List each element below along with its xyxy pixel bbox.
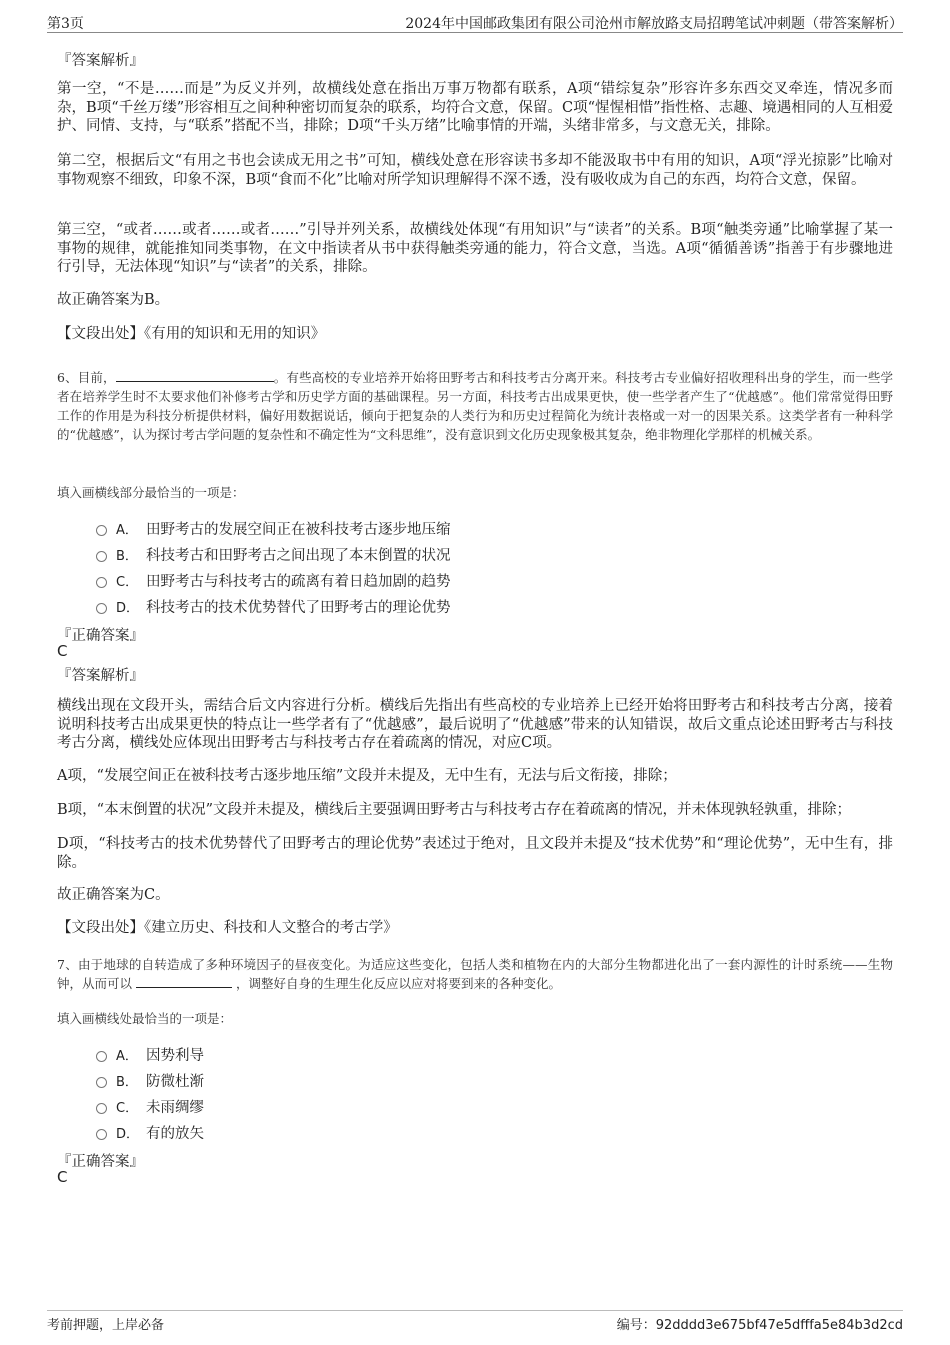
q6-analysis-p1: 横线出现在文段开头，需结合后文内容进行分析。横线后先指出有些高校的专业培养上已经开始将田野考古和科技考古分离，接着说明科技考古出成果更快的特点让一些学者有了“优越感”，最后说明了“优越感”带来的认知错误，故后文重点论述田野考古与科技考古分离，横线处应体现出田野考古与科技考古存在着疏离的情况，对应C项。 [57, 698, 893, 751]
q7-blank [136, 975, 232, 988]
q6-analysis-p2: A项，“发展空间正在被科技考古逐步地压缩”文段并未提及，无中生有，无法与后文衔接，排除； [57, 768, 677, 784]
document-title: 2024年中国邮政集团有限公司沧州市解放路支局招聘笔试冲刺题（带答案解析） [405, 16, 903, 32]
document-code: 编号：92dddd3e675bf47e5dfffa5e84b3d2cd [616, 1318, 903, 1333]
header-divider [47, 32, 903, 33]
q6-option-c[interactable]: C． 田野考古与科技考古的疏离有着日趋加剧的趋势 [96, 570, 451, 591]
radio-icon[interactable] [96, 1129, 107, 1140]
q6-source: 【文段出处】《建立历史、科技和人文整合的考古学》 [57, 920, 398, 936]
radio-icon[interactable] [96, 603, 107, 614]
q6-conclusion: 故正确答案为C。 [57, 887, 170, 903]
q7-prompt: 填入画横线处最恰当的一项是： [57, 1011, 233, 1026]
q5-conclusion: 故正确答案为B。 [57, 292, 170, 308]
q6-option-b[interactable]: B． 科技考古和田野考古之间出现了本末倒置的状况 [96, 544, 451, 565]
q6-analysis-p3: B项，“本末倒置的状况”文段并未提及，横线后主要强调田野考古与科技考古存在着疏离的情况，并未体现孰轻孰重，排除； [57, 802, 851, 818]
radio-icon[interactable] [96, 1077, 107, 1088]
q6-analysis-label: 『答案解析』 [57, 668, 144, 684]
q7-correct-label: 『正确答案』 [57, 1154, 144, 1170]
q7-correct-answer: C [57, 1168, 68, 1186]
q6-prompt: 填入画横线部分最恰当的一项是： [57, 485, 245, 500]
q7-option-b[interactable]: B． 防微杜渐 [96, 1070, 204, 1091]
q7-stem [57, 955, 893, 993]
q6-blank [116, 369, 274, 382]
radio-icon[interactable] [96, 1051, 107, 1062]
radio-icon[interactable] [96, 551, 107, 562]
footer-slogan: 考前押题，上岸必备 [47, 1318, 165, 1333]
q6-stem-prefix: 6、目前， [57, 370, 116, 385]
footer-divider [47, 1310, 903, 1311]
q7-stem-suffix: ，调整好自身的生理生化反应以应对将要到来的各种变化。 [236, 976, 562, 991]
q5-source: 【文段出处】《有用的知识和无用的知识》 [57, 326, 326, 342]
q7-option-d[interactable]: D． 有的放矢 [96, 1122, 204, 1143]
q7-option-c[interactable]: C． 未雨绸缪 [96, 1096, 204, 1117]
q5-analysis-p3: 第三空，“或者……或者……或者……”引导并列关系，故横线处体现“有用知识”与“读者”的关系。B项“触类旁通”比喻掌握了某一事物的规律，就能推知同类事物，在文中指读者从书中获得触类旁通的能力，符合文意，当选。A项“循循善诱”指善于有步骤地进行引导，无法体现“知识”与“读者”的关系，排除。 [57, 222, 893, 275]
radio-icon[interactable] [96, 577, 107, 588]
q6-correct-label: 『正确答案』 [57, 628, 144, 644]
q5-analysis-label: 『答案解析』 [57, 53, 144, 69]
page-number: 第3页 [47, 16, 84, 32]
q7-option-a[interactable]: A． 因势利导 [96, 1044, 204, 1065]
q5-analysis-p2: 第二空，根据后文“有用之书也会读成无用之书”可知，横线处意在形容读书多却不能汲取书中有用的知识，A项“浮光掠影”比喻对事物观察不细致，印象不深，B项“食而不化”比喻对所学知识理解得不深不透，没有吸收成为自己的东西，均符合文意，保留。 [57, 153, 893, 188]
q6-analysis-p4: D项，“科技考古的技术优势替代了田野考古的理论优势”表述过于绝对，且文段并未提及“技术优势”和“理论优势”，无中生有，排除。 [57, 836, 893, 871]
q6-stem-text: 。有些高校的专业培养开始将田野考古和科技考古分离开来。科技考古专业偏好招收理科出身的学生，而一些学者在培养学生时不太要求他们补修考古学和历史学方面的基础课程。另一方面，科技考古出成果更快，使一些学者产生了“优越感”。他们常常觉得田野工作的作用是为科技分析提供材料，偏好用数据说话，倾向于把复杂的人类行为和历史过程简化为统计表格或一对一的因果关系。这类学者有一种科学的“优越感”，认为探讨考古学问题的复杂性和不确定性为“文科思维”，没有意识到文化历史现象极其复杂，绝非物理化学那样的机械关系。 [57, 370, 893, 442]
q6-option-a[interactable]: A． 田野考古的发展空间正在被科技考古逐步地压缩 [96, 518, 451, 539]
radio-icon[interactable] [96, 1103, 107, 1114]
q6-correct-answer: C [57, 642, 68, 660]
q6-stem [57, 368, 893, 444]
q5-analysis-p1: 第一空，“不是……而是”为反义并列，故横线处意在指出万事万物都有联系，A项“错综复杂”形容许多东西交叉牵连，情况多而杂，B项“千丝万缕”形容相互之间种种密切而复杂的联系，均符合文意，保留。C项“惺惺相惜”指性格、志趣、境遇相同的人互相爱护、同情、支持，与“联系”搭配不当，排除；D项“千头万绪”比喻事情的开端，头绪非常多，与文意无关，排除。 [57, 81, 893, 134]
q6-option-d[interactable]: D． 科技考古的技术优势替代了田野考古的理论优势 [96, 596, 451, 617]
radio-icon[interactable] [96, 525, 107, 536]
q7-stem-text: 7、由于地球的自转造成了多种环境因子的昼夜变化。为适应这些变化，包括人类和植物在内的大部分生物都进化出了一套内源性的计时系统——生物钟，从而可以 [57, 957, 893, 991]
